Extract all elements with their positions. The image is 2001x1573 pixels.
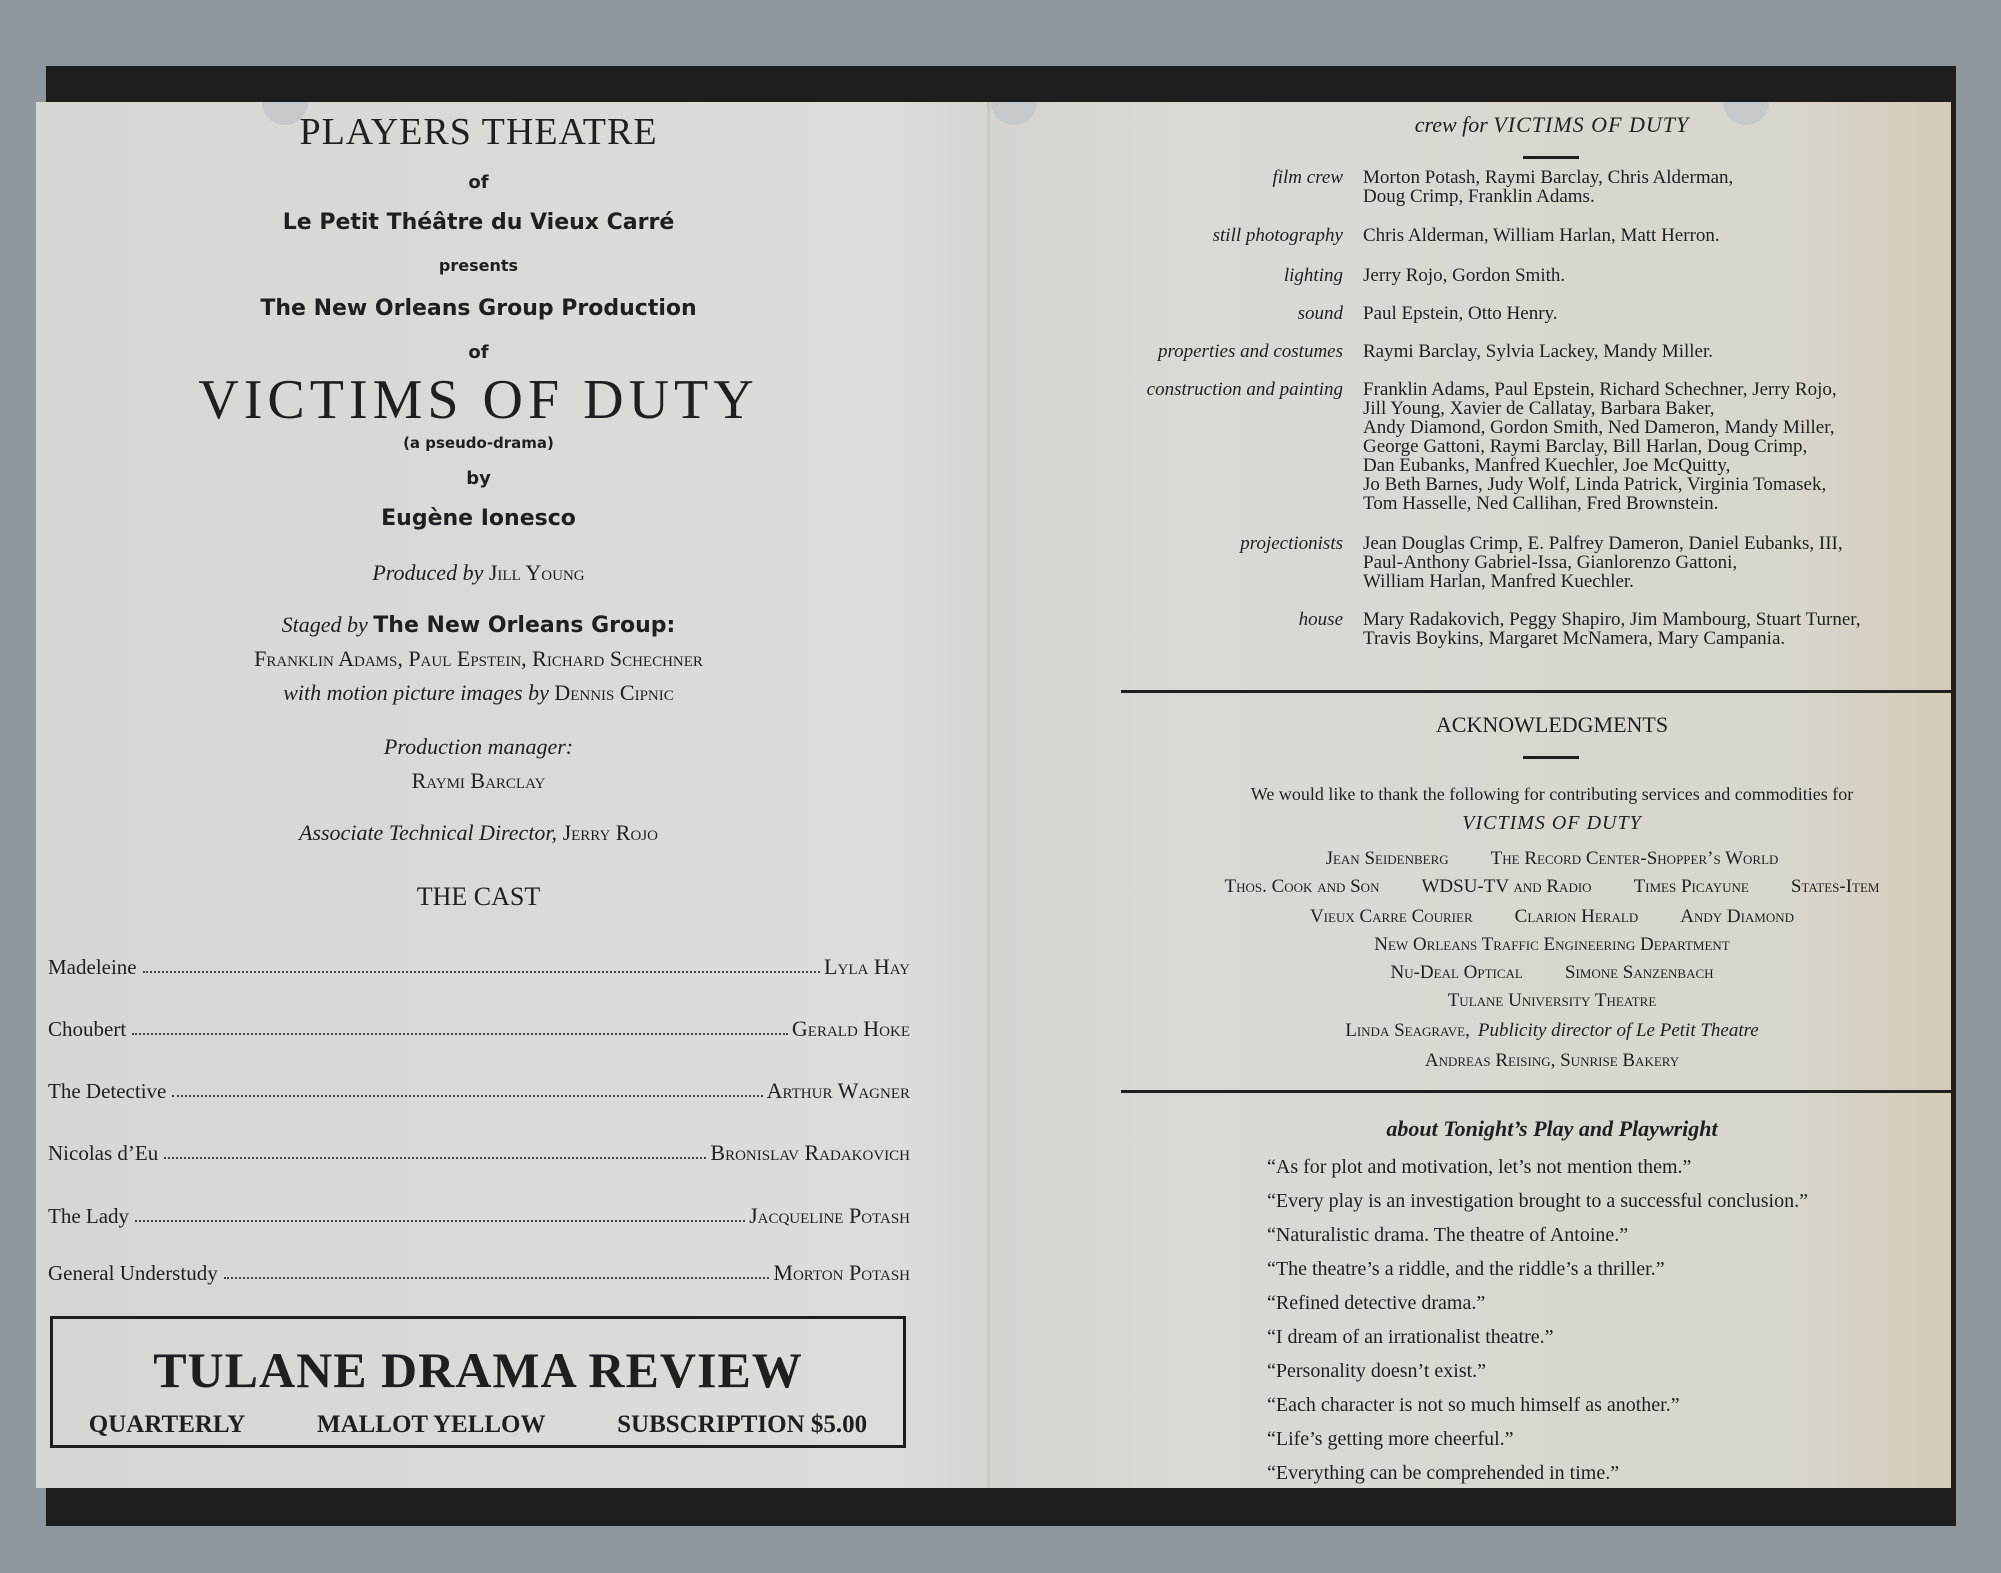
- staged-group: The New Orleans Group:: [373, 613, 676, 638]
- crew-role-label: film crew: [1272, 167, 1343, 188]
- section-divider: [1121, 690, 1951, 693]
- cast-heading: THE CAST: [416, 882, 541, 911]
- ack-entry: Tulane University Theatre: [1447, 990, 1657, 1011]
- ack-line: [1121, 848, 1951, 870]
- quote-line: “Every play is an investigation brought to a successful conclusion.”: [1267, 1190, 1808, 1212]
- crew-name-line: Jill Young, Xavier de Callatay, Barbara Baker,: [1363, 398, 1715, 419]
- cast-role: The Detective: [48, 1079, 167, 1103]
- ack-entry: Thos. Cook and Son: [1224, 876, 1380, 897]
- atd-label: Associate Technical Director,: [299, 820, 558, 845]
- ack-entry: Andreas Reising, Sunrise Bakery: [1424, 1050, 1680, 1071]
- ack-entry: The Record Center-Shopper’s World: [1490, 848, 1779, 869]
- about-heading: about Tonight’s Play and Playwright: [1386, 1116, 1718, 1141]
- play-title: VICTIMS OF DUTY: [198, 369, 759, 431]
- cast-actor: Jacqueline Potash: [749, 1203, 910, 1228]
- crew-names: [1363, 168, 1951, 206]
- ad-subscription: SUBSCRIPTION $5.00: [617, 1411, 868, 1438]
- crew-name-line: Paul-Anthony Gabriel-Issa, Gianlorenzo Gattoni,: [1363, 552, 1738, 573]
- quote-line: “Life’s getting more cheerful.”: [1267, 1428, 1514, 1450]
- ack-line: [1121, 906, 1951, 928]
- crew-name-line: Dan Eubanks, Manfred Kuechler, Joe McQuitty,: [1363, 455, 1731, 476]
- ack-entry: WDSU-TV and Radio: [1421, 876, 1592, 897]
- left-panel: [36, 102, 956, 1488]
- crew-name-line: William Harlan, Manfred Kuechler.: [1363, 571, 1634, 592]
- quote-line: “Naturalistic drama. The theatre of Antoine.”: [1267, 1224, 1629, 1246]
- crew-role-label: sound: [1297, 303, 1343, 324]
- cast-actor: Bronislav Radakovich: [710, 1140, 910, 1165]
- crew-names: [1363, 342, 1951, 361]
- leader-dots: [135, 1220, 745, 1222]
- motion-name: Dennis Cipnic: [554, 680, 674, 705]
- crew-name-line: Raymi Barclay, Sylvia Lackey, Mandy Miller.: [1363, 341, 1714, 362]
- quote-line: “The theatre’s a riddle, and the riddle’s a thriller.”: [1267, 1258, 1665, 1280]
- cast-role: The Lady: [48, 1204, 130, 1228]
- staged-names: Franklin Adams, Paul Epstein, Richard Schechner: [254, 646, 703, 671]
- cast-actor: Arthur Wagner: [766, 1078, 910, 1103]
- crew-name-line: Jean Douglas Crimp, E. Palfrey Dameron, Daniel Eubanks, III,: [1363, 533, 1843, 554]
- crew-name-line: Mary Radakovich, Peggy Shapiro, Jim Mambourg, Stuart Turner,: [1363, 609, 1861, 630]
- author-name: Eugène Ionesco: [381, 506, 576, 531]
- crew-heading-title: VICTIMS OF DUTY: [1493, 112, 1690, 137]
- ad-title: TULANE DRAMA REVIEW: [153, 1342, 803, 1398]
- motion-line: [36, 680, 921, 706]
- crew-name-line: Doug Crimp, Franklin Adams.: [1363, 186, 1595, 207]
- ack-seagrave-name: Linda Seagrave,: [1345, 1020, 1470, 1041]
- leader-dots: [164, 1157, 706, 1159]
- organization-name: Le Petit Théâtre du Vieux Carré: [282, 210, 675, 235]
- crew-role-label: still photography: [1212, 225, 1343, 246]
- quote-line: “As for plot and motivation, let’s not mention them.”: [1267, 1156, 1692, 1178]
- crew-names: [1363, 226, 1951, 245]
- presents-text: presents: [438, 256, 519, 275]
- acknowledgments-play: VICTIMS OF DUTY: [1462, 812, 1642, 834]
- production-manager-label: Production manager:: [383, 734, 574, 759]
- crew-names: [1363, 610, 1951, 648]
- quote-line: “Each character is not so much himself as another.”: [1267, 1394, 1680, 1416]
- section-divider: [1121, 1090, 1951, 1093]
- cast-role: Madeleine: [48, 955, 137, 979]
- heading-rule: [1523, 756, 1579, 759]
- leader-dots: [224, 1277, 770, 1279]
- ack-line: [1121, 990, 1951, 1012]
- crew-names: [1363, 380, 1951, 513]
- cast-row: [48, 1132, 910, 1166]
- crew-name-line: George Gattoni, Raymi Barclay, Bill Harlan, Doug Crimp,: [1363, 436, 1808, 457]
- by-text: by: [466, 468, 491, 489]
- play-subtitle: (a pseudo-drama): [403, 434, 554, 452]
- ack-entry: Andy Diamond: [1680, 906, 1795, 927]
- tulane-drama-review-ad: [50, 1316, 906, 1448]
- technical-director-line: [36, 820, 921, 846]
- ack-line: [1121, 876, 1951, 898]
- producer-name: Jill Young: [488, 560, 585, 585]
- leader-dots: [132, 1033, 788, 1035]
- crew-name-line: Tom Hasselle, Ned Callihan, Fred Brownstein.: [1363, 493, 1719, 514]
- motion-label: with motion picture images by: [283, 680, 549, 705]
- acknowledgments-intro: We would like to thank the following for contributing services and commodities for: [1250, 784, 1854, 804]
- leader-dots: [143, 971, 820, 973]
- crew-role-label: house: [1298, 609, 1343, 630]
- ack-entry: New Orleans Traffic Engineering Department: [1374, 934, 1730, 955]
- ack-entry: Vieux Carre Courier: [1309, 906, 1473, 927]
- ack-seagrave-title: Publicity director of Le Petit Theatre: [1477, 1020, 1759, 1041]
- cast-actor: Lyla Hay: [824, 954, 910, 979]
- ack-entry: States-Item: [1790, 876, 1880, 897]
- crew-role-label: construction and painting: [1146, 379, 1343, 400]
- ack-line: [1121, 1050, 1951, 1072]
- quote-line: “Personality doesn’t exist.”: [1267, 1360, 1487, 1382]
- crew-name-line: Chris Alderman, William Harlan, Matt Herron.: [1363, 225, 1720, 246]
- leader-dots: [172, 1095, 762, 1097]
- crew-heading-prefix: crew for: [1414, 112, 1488, 137]
- atd-name: Jerry Rojo: [562, 820, 658, 845]
- crew-name-line: Jerry Rojo, Gordon Smith.: [1363, 265, 1566, 286]
- ack-entry: Jean Seidenberg: [1325, 848, 1449, 869]
- producer-line: [36, 560, 921, 586]
- of-text: of: [468, 172, 489, 193]
- theatre-name: PLAYERS THEATRE: [299, 111, 658, 153]
- center-fold: [987, 102, 990, 1488]
- crew-role-label: projectionists: [1240, 533, 1343, 554]
- cast-actor: Morton Potash: [773, 1260, 910, 1285]
- ad-mallot-yellow: MALLOT YELLOW: [316, 1411, 546, 1438]
- cast-row: [48, 946, 910, 980]
- ack-entry: Nu-Deal Optical: [1390, 962, 1523, 983]
- produced-label: Produced by: [372, 560, 484, 585]
- ack-line: [1121, 1020, 1951, 1042]
- cast-row: [48, 1252, 910, 1286]
- crew-role-label: lighting: [1283, 265, 1343, 286]
- ack-entry: Clarion Herald: [1514, 906, 1639, 927]
- heading-rule: [1523, 156, 1579, 159]
- acknowledgments-heading: ACKNOWLEDGMENTS: [1435, 712, 1669, 737]
- crew-names: [1363, 534, 1951, 591]
- crew-name-line: Andy Diamond, Gordon Smith, Ned Dameron, Mandy Miller,: [1363, 417, 1835, 438]
- program-sheet: [36, 102, 1951, 1488]
- punch-hole: [991, 102, 1037, 125]
- staged-line: [36, 612, 921, 638]
- staged-label: Staged by: [281, 612, 368, 637]
- ad-details: [53, 1411, 903, 1439]
- cast-row: [48, 1070, 910, 1104]
- ack-line: [1121, 934, 1951, 956]
- cast-actor: Gerald Hoke: [791, 1016, 910, 1041]
- quote-line: “Everything can be comprehended in time.”: [1267, 1462, 1620, 1484]
- crew-name-line: Jo Beth Barnes, Judy Wolf, Linda Patrick, Virginia Tomasek,: [1363, 474, 1827, 495]
- crew-names: [1363, 304, 1951, 323]
- crew-name-line: Morton Potash, Raymi Barclay, Chris Alderman,: [1363, 167, 1734, 188]
- crew-name-line: Paul Epstein, Otto Henry.: [1363, 303, 1558, 324]
- cast-row: [48, 1195, 910, 1229]
- crew-heading: [1121, 112, 1951, 138]
- ack-entry: Simone Sanzenbach: [1564, 962, 1714, 983]
- production-manager-name: Raymi Barclay: [411, 768, 546, 793]
- cast-row: [48, 1008, 910, 1042]
- ack-entry: Times Picayune: [1633, 876, 1749, 897]
- quote-line: “I dream of an irrationalist theatre.”: [1267, 1326, 1554, 1348]
- ad-quarterly: QUARTERLY: [88, 1411, 246, 1438]
- crew-role-label: properties and costumes: [1157, 341, 1343, 362]
- cast-role: Nicolas d’Eu: [48, 1141, 159, 1165]
- cast-role: Choubert: [48, 1017, 127, 1041]
- crew-name-line: Travis Boykins, Margaret McNamera, Mary Campania.: [1363, 628, 1786, 649]
- quote-line: “Refined detective drama.”: [1267, 1292, 1486, 1314]
- of-text: of: [468, 342, 489, 363]
- cast-role: General Understudy: [48, 1261, 218, 1285]
- right-panel: [1081, 102, 1951, 1488]
- group-production: The New Orleans Group Production: [260, 296, 697, 321]
- crew-name-line: Franklin Adams, Paul Epstein, Richard Schechner, Jerry Rojo,: [1363, 379, 1837, 400]
- crew-names: [1363, 266, 1951, 285]
- ack-line: [1121, 962, 1951, 984]
